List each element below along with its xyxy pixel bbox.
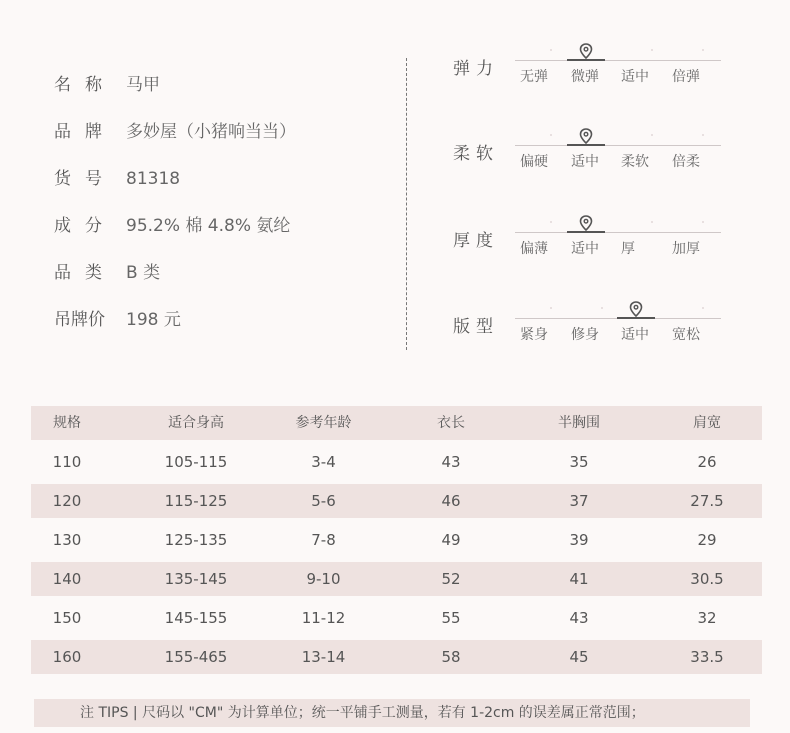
table-cell: 26	[697, 453, 717, 471]
attribute-option: 适中	[571, 154, 599, 170]
table-cell: 49	[441, 531, 461, 549]
attribute-option: 柔软	[621, 154, 649, 170]
attribute-option: 宽松	[672, 327, 700, 343]
table-row	[31, 484, 762, 518]
option-dot	[651, 134, 653, 136]
table-cell: 39	[569, 531, 589, 549]
info-row-price	[54, 306, 181, 334]
info-row-category	[54, 259, 160, 287]
table-cell: 5-6	[311, 492, 336, 510]
option-dot	[550, 134, 552, 136]
tips-text: 注 TIPS | 尺码以 "CM" 为计算单位；统一平铺手工测量，若有 1-2cm 的误差属正常范围；	[80, 705, 645, 721]
attribute-label: 版型	[453, 317, 499, 337]
option-dot	[651, 221, 653, 223]
attribute-option: 适中	[621, 327, 649, 343]
table-cell: 46	[441, 492, 461, 510]
option-dot	[651, 49, 653, 51]
table-row	[31, 445, 762, 479]
attribute-option: 适中	[621, 69, 649, 85]
header-cell: 衣长	[437, 415, 465, 431]
table-cell: 120	[52, 492, 82, 510]
table-cell: 35	[569, 453, 589, 471]
info-label: 吊牌价	[54, 310, 105, 330]
info-label: 成分	[54, 216, 116, 236]
table-cell: 155-465	[164, 648, 228, 666]
option-dot	[601, 307, 603, 309]
info-value: 多妙屋（小猪响当当）	[126, 122, 296, 142]
table-cell: 150	[52, 609, 82, 627]
attribute-option: 适中	[571, 241, 599, 257]
attribute-track	[515, 232, 721, 233]
attribute-option: 加厚	[672, 241, 700, 257]
map-pin-icon	[579, 128, 593, 144]
info-label: 货号	[54, 169, 116, 189]
table-cell: 105-115	[164, 453, 228, 471]
table-cell: 43	[569, 609, 589, 627]
table-row	[31, 601, 762, 635]
tips-bar	[34, 699, 750, 727]
header-cell: 适合身高	[168, 415, 224, 431]
info-value: 81318	[126, 169, 181, 189]
table-row	[31, 562, 762, 596]
table-cell: 7-8	[311, 531, 336, 549]
attribute-option: 偏薄	[520, 241, 548, 257]
table-cell: 33.5	[690, 648, 724, 666]
table-cell: 160	[52, 648, 82, 666]
attribute-track	[515, 145, 721, 146]
attribute-option: 微弹	[571, 69, 599, 85]
option-dot	[702, 221, 704, 223]
option-dot	[550, 49, 552, 51]
header-cell: 参考年龄	[295, 415, 352, 431]
attribute-label: 柔软	[453, 144, 499, 164]
table-cell: 58	[441, 648, 461, 666]
map-pin-icon	[579, 215, 593, 231]
attribute-track	[515, 60, 721, 61]
table-cell: 3-4	[311, 453, 336, 471]
table-row	[31, 523, 762, 557]
table-cell: 55	[441, 609, 461, 627]
selected-segment	[567, 59, 605, 61]
info-label: 品牌	[54, 122, 116, 142]
info-value: 198 元	[126, 310, 181, 330]
table-cell: 145-155	[164, 609, 228, 627]
map-pin-icon	[579, 43, 593, 59]
table-header-row	[31, 406, 762, 440]
table-cell: 9-10	[306, 570, 341, 588]
attribute-option: 无弹	[520, 69, 548, 85]
info-value: 95.2% 棉 4.8% 氨纶	[126, 216, 291, 236]
option-dot	[550, 307, 552, 309]
table-cell: 125-135	[164, 531, 228, 549]
table-cell: 27.5	[690, 492, 724, 510]
option-dot	[550, 221, 552, 223]
info-label: 名称	[54, 75, 116, 95]
table-cell: 30.5	[690, 570, 724, 588]
dashed-divider	[406, 58, 407, 350]
option-dot	[702, 49, 704, 51]
table-cell: 45	[569, 648, 589, 666]
info-label: 品类	[54, 263, 116, 283]
info-row-brand	[54, 118, 296, 146]
attribute-option: 偏硬	[520, 154, 548, 170]
table-cell: 43	[441, 453, 461, 471]
table-cell: 41	[569, 570, 589, 588]
attribute-option: 倍弹	[672, 69, 700, 85]
header-cell: 半胸围	[558, 415, 600, 431]
table-cell: 140	[52, 570, 82, 588]
table-cell: 37	[569, 492, 589, 510]
table-cell: 13-14	[301, 648, 346, 666]
info-value: B 类	[126, 263, 161, 283]
option-dot	[702, 307, 704, 309]
table-cell: 135-145	[164, 570, 228, 588]
table-cell: 130	[52, 531, 82, 549]
info-row-material	[54, 212, 290, 240]
attribute-option: 厚	[621, 241, 635, 257]
selected-segment	[617, 317, 655, 319]
table-row	[31, 640, 762, 674]
header-cell: 肩宽	[693, 415, 721, 431]
attribute-label: 厚度	[453, 231, 499, 251]
option-dot	[702, 134, 704, 136]
attribute-option: 倍柔	[672, 154, 700, 170]
selected-segment	[567, 231, 605, 233]
info-row-name	[54, 71, 160, 99]
map-pin-icon	[629, 301, 643, 317]
header-cell: 规格	[53, 415, 81, 431]
table-cell: 29	[697, 531, 717, 549]
table-cell: 52	[441, 570, 461, 588]
attribute-option: 紧身	[520, 327, 548, 343]
attribute-label: 弹力	[453, 59, 499, 79]
attribute-option: 修身	[571, 327, 599, 343]
table-cell: 11-12	[301, 609, 346, 627]
table-cell: 110	[52, 453, 82, 471]
info-row-sku	[54, 165, 180, 193]
selected-segment	[567, 144, 605, 146]
table-cell: 115-125	[164, 492, 228, 510]
info-value: 马甲	[126, 75, 160, 95]
table-cell: 32	[697, 609, 717, 627]
